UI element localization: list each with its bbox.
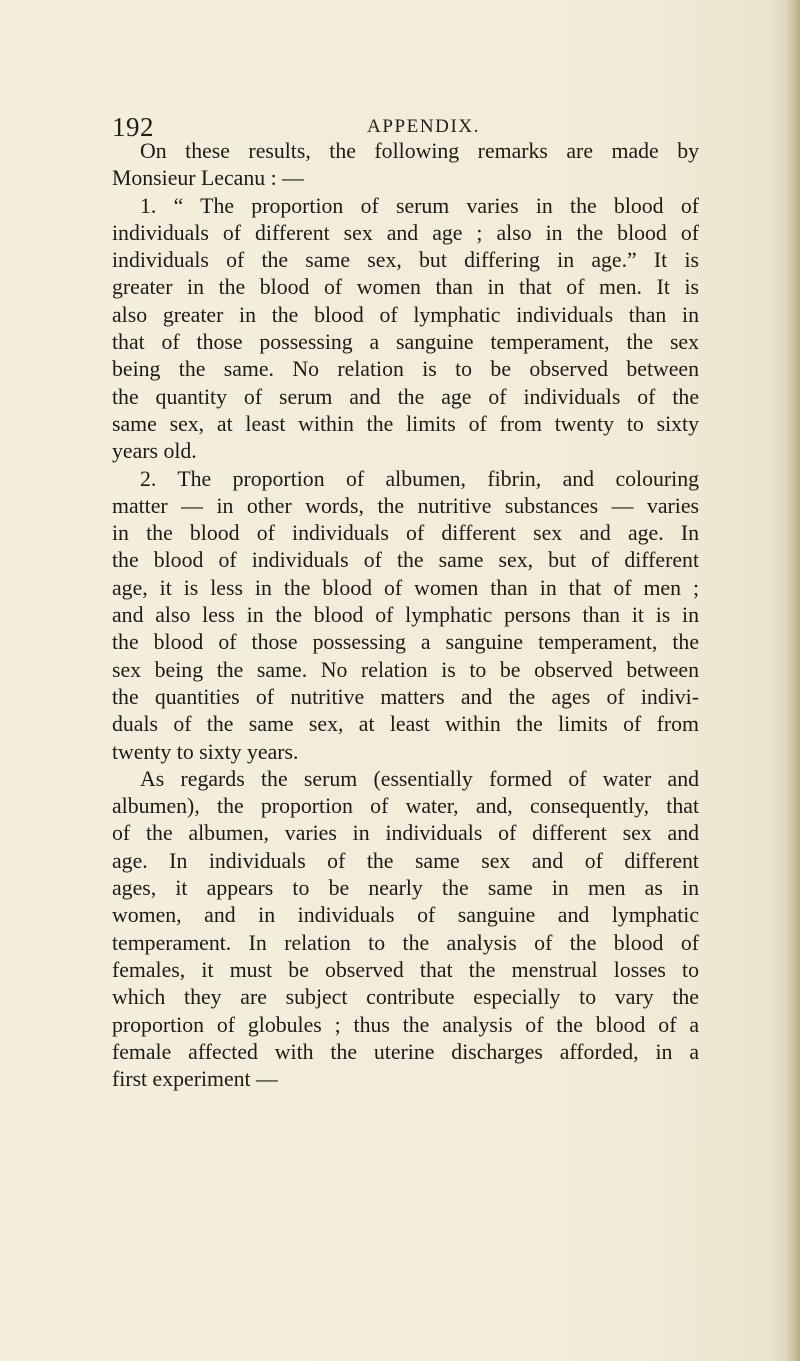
text-line: Monsieur Lecanu : —	[112, 166, 304, 191]
text-line: individuals of the same sex, but differing in age.” It is	[112, 248, 699, 273]
text-line: years old.	[112, 439, 197, 464]
text-line: of the albumen, varies in individuals of different sex and	[112, 821, 699, 846]
body-text	[112, 138, 699, 1093]
text-line: twenty to sixty years.	[112, 739, 299, 764]
text-line: 2. The proportion of albumen, fibrin, and colouring	[140, 466, 699, 491]
text-line: age, it is less in the blood of women than in that of men ;	[112, 575, 699, 600]
text-line: first experiment —	[112, 1067, 278, 1092]
text-line: On these results, the following remarks are made by	[140, 139, 699, 163]
text-line: the quantity of serum and the age of individuals of the	[112, 384, 699, 409]
text-line: which they are subject contribute especially to vary the	[112, 985, 699, 1010]
text-line: matter — in other words, the nutritive substances — varies	[112, 493, 699, 518]
text-line: the blood of those possessing a sanguine temperament, the	[112, 630, 699, 655]
running-head: APPENDIX.	[367, 116, 481, 137]
text-line: the quantities of nutritive matters and the ages of indivi-	[112, 684, 699, 709]
text-line: that of those possessing a sanguine temperament, the sex	[112, 330, 699, 355]
text-line: 1. “ The proportion of serum varies in the blood of	[140, 193, 699, 218]
text-line: same sex, at least within the limits of from twenty to sixty	[112, 411, 699, 436]
page-number: 192	[112, 112, 154, 142]
text-line: female affected with the uterine discharges afforded, in a	[112, 1039, 699, 1064]
text-line: temperament. In relation to the analysis of the blood of	[112, 930, 699, 955]
text-line: ages, it appears to be nearly the same in men as in	[112, 876, 699, 901]
page-edge-shadow	[786, 0, 800, 1361]
text-line: greater in the blood of women than in that of men. It is	[112, 275, 699, 300]
text-line: age. In individuals of the same sex and of different	[112, 848, 699, 873]
text-line: also greater in the blood of lymphatic individuals than in	[112, 302, 699, 327]
text-line: As regards the serum (essentially formed of water and	[140, 766, 699, 791]
text-line: albumen), the proportion of water, and, consequently, that	[112, 794, 699, 819]
text-line: individuals of different sex and age ; also in the blood of	[112, 220, 699, 245]
text-line: proportion of globules ; thus the analysis of the blood of a	[112, 1012, 699, 1037]
text-line: and also less in the blood of lymphatic persons than it is in	[112, 603, 699, 628]
text-line: females, it must be observed that the menstrual losses to	[112, 957, 699, 982]
text-line: sex being the same. No relation is to be observed between	[112, 657, 699, 682]
text-line: women, and in individuals of sanguine and lymphatic	[112, 903, 699, 928]
text-line: in the blood of individuals of different sex and age. In	[112, 521, 699, 546]
text-line: the blood of individuals of the same sex, but of different	[112, 548, 699, 573]
text-line: being the same. No relation is to be observed between	[112, 357, 699, 382]
text-line: duals of the same sex, at least within the limits of from	[112, 712, 699, 737]
